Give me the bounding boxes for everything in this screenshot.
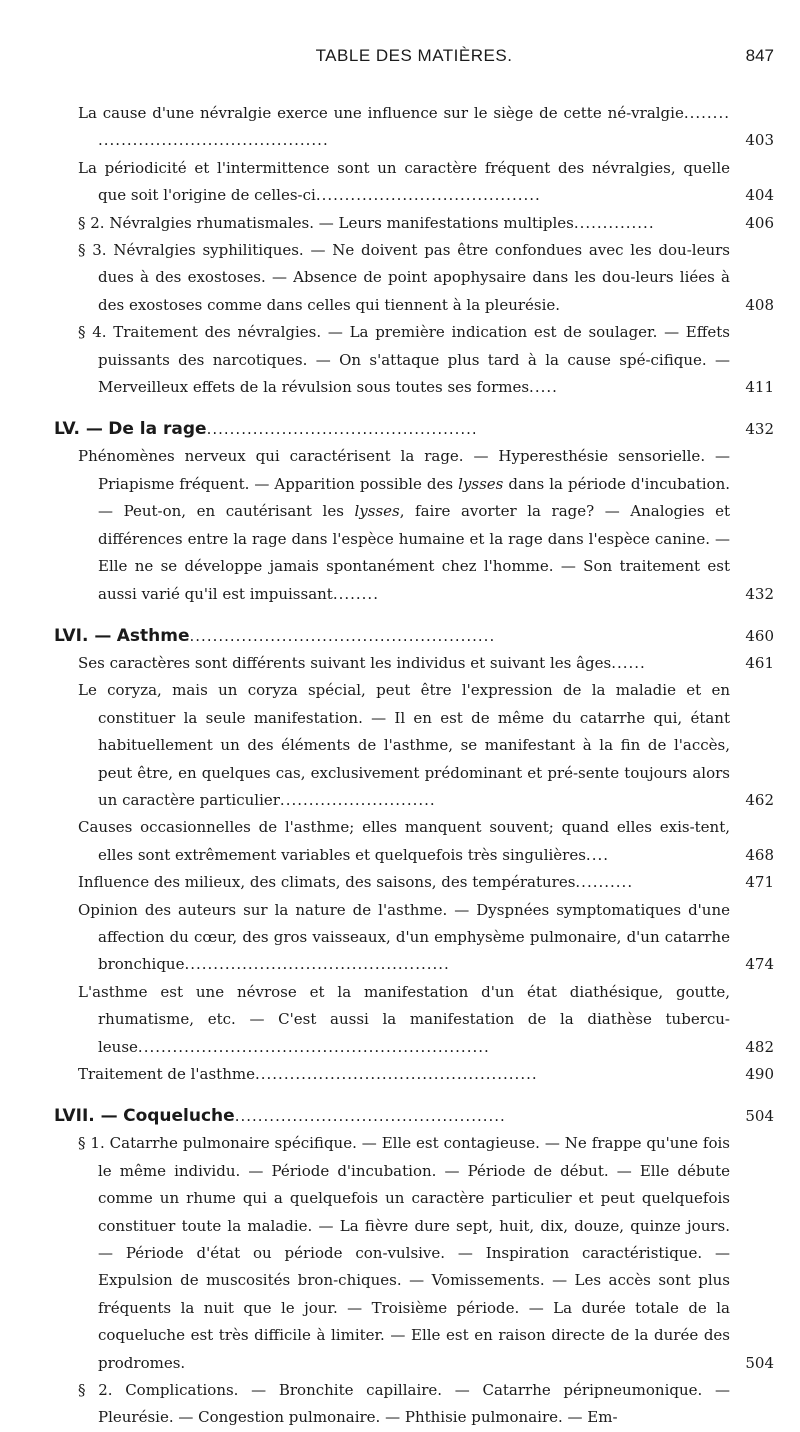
chapter-page: 460 (745, 626, 774, 645)
entry-text: Influence des milieux, des climats, des saisons, des températures (78, 873, 576, 892)
entry-text: Causes occasionnelles de l'asthme; elles manquent souvent; quand elles exis-tent, elles sont extrêmement variables et quelquefois très singulières (78, 818, 730, 864)
entry-page: 462 (745, 790, 774, 809)
entry-page: 468 (745, 845, 774, 864)
leader-dots: ..... (529, 378, 558, 397)
entry-page: 490 (745, 1065, 774, 1083)
leader-dots: .... (585, 845, 609, 864)
leader-dots: .......... (575, 873, 634, 892)
entry-page: 403 (745, 131, 774, 150)
entries-top (54, 100, 774, 401)
toc-entry (54, 814, 774, 869)
leader-dots: ....................................... (315, 186, 541, 205)
leader-dots: ..................................................... (189, 626, 496, 645)
leader-dots: ............................................................. (137, 1037, 490, 1056)
entry-text: Traitement de l'asthme (78, 1065, 255, 1083)
toc-entry (54, 443, 774, 607)
toc-entry (54, 1130, 774, 1377)
leader-dots: ........ (332, 584, 379, 603)
entry-page: 474 (745, 955, 774, 974)
leader-dots: .............................................. (184, 955, 450, 974)
toc-entry (54, 237, 774, 319)
entries-lvii (54, 1130, 774, 1431)
entry-page: 406 (745, 213, 774, 232)
entry-text: La périodicité et l'intermittence sont un caractère fréquent des névralgies, quelle que soit l'origine de celles-ci (78, 158, 730, 205)
chapter-number: LVII. — (54, 1106, 118, 1127)
table-of-contents (54, 100, 774, 1432)
entry-page: 504 (745, 1353, 774, 1372)
entry-page: 411 (745, 378, 774, 397)
entry-text: § 1. Catarrhe pulmonaire spécifique. — Elle est contagieuse. — Ne frappe qu'une fois le même individu. — Période d'incubation. — Période de début. — Elle débute comme un rhume qui a quelquefois un caractère particulier et peut quelquefois constituer toute la maladie. — La fièvre dure sept, huit, dix, douze, quinze jours. — Période d'état ou période con-vulsive. — Inspiration caractéristique. — Expulsion de muscosités bron-chiques. — Vomissements. — Les accès sont plus fréquents la nuit que le jour. — Troisième période. — La durée totale de la coqueluche est très difficile à limiter. — Elle est en raison directe de la durée des prodromes. (78, 1134, 730, 1372)
entry-text: § 4. Traitement des névralgies. — La première indication est de soulager. — Effets puissants des narcotiques. — On s'attaque plus tard à la cause spé-cifique. — Merveilleux effets de la révulsion sous toutes ses formes (78, 323, 730, 397)
leader-dots: ............................................... (234, 1107, 506, 1126)
chapter-heading-lvii (54, 1102, 774, 1130)
entry-text: L'asthme est une névrose et la manifestation d'un état diathésique, goutte, rhumatisme, etc. — C'est aussi la manifestation de la diathèse tubercu-leuse (78, 982, 730, 1056)
chapter-heading-lvi (54, 622, 774, 650)
entry-page: 461 (745, 653, 774, 672)
entry-page: 471 (745, 873, 774, 892)
entry-text: § 2. Complications. — Bronchite capillaire. — Catarrhe péripneumonique. — Pleurésie. — Congestion pulmonaire. — Phthisie pulmonaire. — Em- (78, 1381, 730, 1427)
page (54, 0, 774, 1427)
toc-entry (54, 210, 774, 237)
entries-lv (54, 443, 774, 607)
entry-text-italic: lysses (458, 474, 504, 493)
chapter-number: LVI. — (54, 625, 112, 646)
leader-dots: ...... (611, 653, 646, 672)
chapter-page: 432 (745, 420, 774, 439)
entry-text: La cause d'une névralgie exerce une influence sur le siège de cette né-vralgie (78, 104, 684, 122)
toc-entry (54, 677, 774, 814)
leader-dots: ........ ........................................ (98, 104, 730, 150)
entry-text-italic: lysses (354, 502, 400, 521)
toc-entry (54, 1061, 774, 1088)
entries-lvi (54, 650, 774, 1089)
leader-dots: ............................................... (206, 420, 478, 439)
chapter-title: De la rage (108, 419, 207, 440)
running-title: TABLE DES MATIÈRES. (315, 46, 513, 65)
leader-dots: ................................................. (254, 1065, 538, 1083)
chapter-title: Asthme (116, 625, 190, 646)
entry-page: 404 (745, 186, 774, 205)
entry-text: § 3. Névralgies syphilitiques. — Ne doivent pas être confondues avec les dou-leurs dues à des exostoses. — Absence de point apophysaire dans les dou-leurs liées à des exostoses comme dans celles qui tiennent à la pleurésie. (78, 241, 730, 314)
leader-dots: ........................... (279, 790, 436, 809)
toc-entry (54, 1377, 774, 1432)
page-number: 847 (745, 46, 774, 65)
entry-page: 408 (745, 295, 774, 314)
toc-entry (54, 897, 774, 979)
entry-text: Le coryza, mais un coryza spécial, peut être l'expression de la maladie et en constituer la seule manifestation. — Il en est de même du catarrhe qui, étant habituellement un des éléments de l'asthme, se manifestant à la fin de l'accès, peut être, en quelques cas, exclusivement prédominant et pré-sente toujours alors un caractère particulier (78, 681, 730, 809)
leader-dots: .............. (573, 213, 655, 232)
page-header (54, 0, 774, 72)
toc-entry (54, 319, 774, 401)
entry-page: 482 (745, 1037, 774, 1056)
chapter-heading-lv (54, 415, 774, 443)
entry-text (78, 447, 730, 602)
entry-text: § 2. Névralgies rhumatismales. — Leurs manifestations multiples (78, 213, 574, 232)
chapter-title: Coqueluche (123, 1106, 235, 1127)
entry-text-part: Phénomènes nerveux qui caractérisent la rage. — Hyperesthésie sensorielle. — Priapisme fréquent. — Apparition possible des (78, 447, 730, 493)
entry-page: 432 (745, 584, 774, 603)
entry-text-part: dans la période d'incubation. — Peut-on, en cautérisant les (98, 474, 731, 521)
toc-entry (54, 869, 774, 896)
entry-text: Ses caractères sont différents suivant les individus et suivant les âges (78, 653, 612, 672)
chapter-page: 504 (745, 1107, 774, 1126)
toc-entry (54, 155, 774, 210)
toc-entry (54, 100, 774, 155)
entry-text-part: , faire avorter la rage? — Analogies et différences entre la rage dans l'espèce humaine et la rage dans l'espèce canine. — Elle ne se développe jamais spontanément chez l'homme. — Son traitement est aussi varié qu'il est impuissant (98, 502, 731, 603)
toc-entry (54, 650, 774, 677)
toc-entry (54, 979, 774, 1061)
chapter-number: LV. — (54, 419, 103, 440)
entry-text: Opinion des auteurs sur la nature de l'asthme. — Dyspnées symptomatiques d'une affection du cœur, des gros vaisseaux, d'un emphysème pulmonaire, d'un catarrhe bronchique (78, 900, 730, 974)
